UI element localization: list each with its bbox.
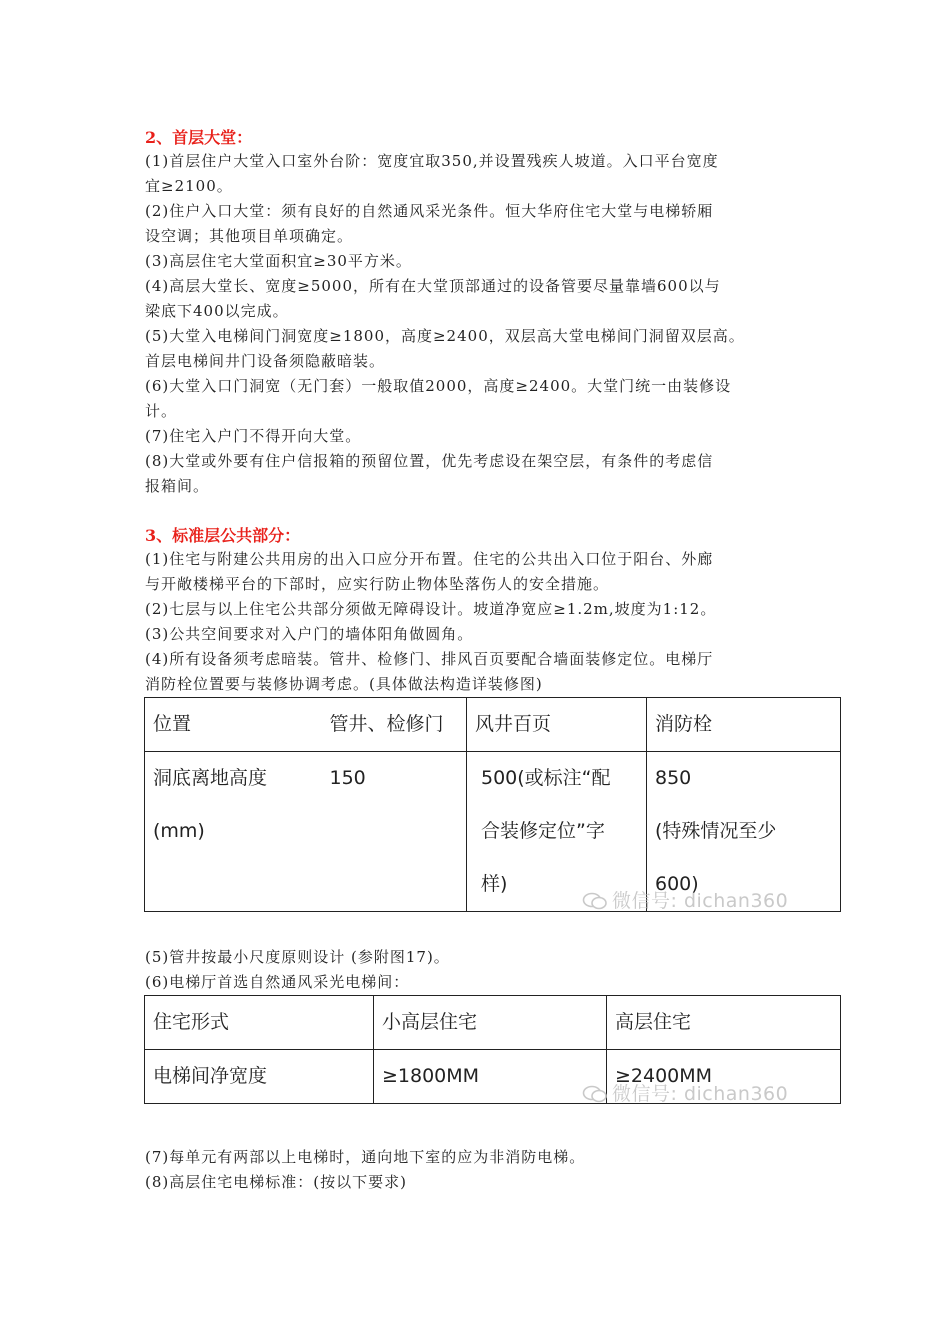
text-line: (7)每单元有两部以上电梯时，通向地下室的应为非消防电梯。 — [145, 1148, 586, 1166]
text-line: 计。 — [145, 402, 178, 420]
header-cell: 管井、检修门 — [322, 698, 467, 752]
section-3-body-end — [145, 1145, 825, 1195]
wechat-icon — [582, 892, 608, 910]
equipment-height-table — [144, 697, 841, 912]
text-line: 消防栓位置要与装修协调考虑。(具体做法构造详装修图) — [145, 675, 543, 693]
cell-line: 合装修定位”字 — [481, 820, 605, 842]
cell-line: 500(或标注“配 — [481, 767, 611, 789]
cell-line: 600) — [655, 873, 699, 895]
header-cell: 消防栓 — [647, 698, 841, 752]
text-line: (5)管井按最小尺度原则设计 (参附图17)。 — [145, 948, 450, 966]
text-line: 报箱间。 — [145, 477, 210, 495]
pipe-value-cell: 150 — [322, 752, 467, 912]
text-line: (4)高层大堂长、宽度≥5000，所有在大堂顶部通过的设备管要尽量靠墙600以与 — [145, 277, 721, 295]
text-line: (7)住宅入户门不得开向大堂。 — [145, 427, 362, 445]
row-label-cell: 电梯间净宽度 — [145, 1050, 374, 1104]
cell-line: 样) — [481, 873, 508, 895]
watermark-text: 微信号: dichan360 — [612, 890, 789, 912]
section-2-heading: 2、首层大堂： — [145, 128, 253, 147]
text-line: 设空调；其他项目单项确定。 — [145, 227, 354, 245]
cell-line: (mm) — [153, 820, 205, 842]
section-2-body — [145, 149, 825, 499]
section-3-body — [145, 547, 825, 697]
text-line: (6)电梯厅首选自然通风采光电梯间： — [145, 973, 410, 991]
text-line: (4)所有设备须考虑暗装。管井、检修门、排风百页要配合墙面装修定位。电梯厅 — [145, 650, 714, 668]
section-3-body-continued — [145, 945, 825, 995]
cell-line: 850 — [655, 767, 692, 789]
header-cell: 小高层住宅 — [374, 996, 607, 1050]
wechat-icon — [582, 1085, 608, 1103]
text-line: (8)高层住宅电梯标准：(按以下要求) — [145, 1173, 407, 1191]
text-line: 首层电梯间井门设备须隐蔽暗装。 — [145, 352, 386, 370]
header-cell: 高层住宅 — [607, 996, 841, 1050]
table-header-row — [145, 698, 841, 752]
cell-line: (特殊情况至少 — [655, 820, 777, 842]
watermark-text: 微信号: dichan360 — [612, 1083, 789, 1105]
text-line: (1)住宅与附建公共用房的出入口应分开布置。住宅的公共出入口位于阳台、外廊 — [145, 550, 714, 568]
watermark — [582, 886, 788, 913]
header-cell: 位置 — [145, 698, 322, 752]
text-line: (3)公共空间要求对入户门的墙体阳角做圆角。 — [145, 625, 474, 643]
text-line: (2)七层与以上住宅公共部分须做无障碍设计。坡道净宽应≥1.2m,坡度为1:12。 — [145, 600, 717, 618]
table-header-row — [145, 996, 841, 1050]
text-line: (6)大堂入口门洞宽（无门套）一般取值2000，高度≥2400。大堂门统一由装修设 — [145, 377, 732, 395]
value-cell: ≥1800MM — [374, 1050, 607, 1104]
text-line: (2)住户入口大堂：须有良好的自然通风采光条件。恒大华府住宅大堂与电梯轿厢 — [145, 202, 714, 220]
text-line: (5)大堂入电梯间门洞宽度≥1800，高度≥2400，双层高大堂电梯间门洞留双层高。 — [145, 327, 745, 345]
text-line: 与开敞楼梯平台的下部时，应实行防止物体坠落伤人的安全措施。 — [145, 575, 610, 593]
value-cell: ≥2400MM — [607, 1050, 841, 1104]
header-cell: 住宅形式 — [145, 996, 374, 1050]
text-line: (3)高层住宅大堂面积宜≥30平方米。 — [145, 252, 412, 270]
row-label-cell — [145, 752, 322, 912]
watermark — [582, 1079, 788, 1106]
text-line: 梁底下400以完成。 — [145, 302, 289, 320]
cell-line: 洞底离地高度 — [153, 767, 268, 789]
text-line: 宜≥2100。 — [145, 177, 233, 195]
header-cell: 风井百页 — [467, 698, 647, 752]
text-line: (1)首层住户大堂入口室外台阶：宽度宜取350,并设置残疾人坡道。入口平台宽度 — [145, 152, 719, 170]
text-line: (8)大堂或外要有住户信报箱的预留位置，优先考虑设在架空层，有条件的考虑信 — [145, 452, 714, 470]
section-3-heading: 3、标准层公共部分： — [145, 526, 301, 545]
